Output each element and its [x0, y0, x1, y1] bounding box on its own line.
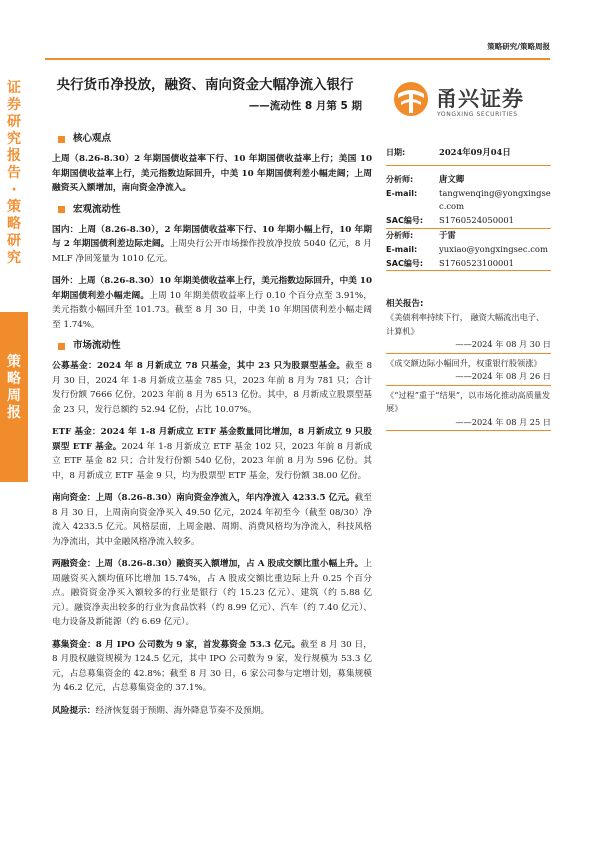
paragraph	[52, 223, 372, 267]
related-report-date: ——2024 年 08 月 25 日	[386, 416, 551, 432]
para-lead: 南向资金：上周（8.26-8.30）南向资金净流入，年内净流入 4233.5 亿元。	[52, 493, 355, 503]
section-title: 核心观点	[73, 133, 112, 144]
page-title: 央行货币净投放，融资、南向资金大幅净流入银行	[56, 77, 354, 93]
section-heading-core	[52, 132, 372, 146]
paragraph	[52, 152, 372, 196]
paragraph	[52, 557, 372, 630]
sac-code: S1760524050001	[439, 215, 515, 226]
sidebar-bottom-label: 策略周报	[7, 354, 21, 421]
analyst-name: 于雷	[439, 229, 456, 240]
paragraph	[52, 491, 372, 549]
para-lead: 国外：上周（8.26-8.30）10 年期美债收益率上行，美元指数边际回升，中美 10 年期国债利差小幅走阔。	[52, 276, 372, 301]
para-body: 2024 年 1-8 月新成立 ETF 基金 102 只，2023 年前 8 月新成立 ETF 基金 82 只；合计发行份额 540 亿份，2023 年前 8 月为 596 亿份。其中，8 月新成立 ETF 基金 9 只，均为股票型 ETF 基金，发行份额 38.00 亿份。	[52, 441, 372, 481]
para-lead: 公募基金：2024 年 8 月新成立 78 只基金，其中 23 只为股票型基金。	[52, 361, 346, 371]
date-row	[386, 146, 551, 166]
email-link[interactable]: tangwenqing@yongxingsec.com	[439, 187, 551, 212]
date-label: 日期:	[386, 148, 406, 157]
analyst-row	[386, 229, 551, 243]
sidebar-top	[0, 75, 28, 310]
related-reports	[386, 297, 551, 431]
paragraph	[52, 638, 372, 696]
analyst-label: 分析师:	[386, 174, 414, 184]
para-lead: ETF 基金：2024 年 1-8 月新成立 ETF 基金数量同比增加，8 月新成立 9 只股票型 ETF 基金。	[52, 427, 372, 452]
paragraph	[52, 425, 372, 483]
para-body: 截至 8 月 30 日，2024 年 1-8 月新成立基金 785 只，2023 年前 8 月为 781 只；合计发行份额 7666 亿份，2023 年前 8 月为 6513 亿份。其中，8 月新成立股票型基金 23 只，发行总额约 52.94 亿份，占比 10.07%。	[52, 361, 372, 415]
sidebar-top-label: 证券研究报告 · 策略研究	[7, 80, 21, 266]
email-label: E-mail:	[386, 188, 418, 198]
analyst-label: 分析师:	[386, 230, 414, 240]
para-body: 截至 8 月 30 日，8 月股权融资规模为 124.5 亿元，其中 IPO 公司数为 9 家，发行规模为 53.3 亿元，占总募集资金的 42.8%；截至 8 月 30 日，6 家公司参与定增计划，募集规模为 46.2 亿元，占总募集资金的 37.1%。	[52, 639, 372, 693]
page-subtitle: ——流动性 8 月第 5 期	[248, 100, 362, 112]
title-block	[45, 75, 365, 113]
para-lead: 募集资金：8 月 IPO 公司数为 9 家，首发募资金 53.3 亿元。	[52, 639, 301, 650]
related-report-link[interactable]: 《成交额边际小幅回升，权重银行股领涨》	[386, 357, 542, 368]
section-heading-market	[52, 339, 372, 353]
main-content	[52, 132, 372, 718]
related-report-link[interactable]: 《“过程”重于“结果”，以市场化推动高质量发展》	[386, 389, 551, 414]
sac-row	[386, 257, 551, 272]
section-heading-macro	[52, 203, 372, 217]
logo-mark-icon	[392, 80, 430, 118]
sac-label: SAC编号:	[386, 216, 424, 226]
info-panel	[386, 146, 551, 434]
email-row	[386, 243, 551, 257]
related-report-date: ——2024 年 08 月 26 日	[386, 370, 551, 386]
email-row	[386, 187, 551, 215]
para-body: 经济恢复弱于预期、海外降息节奏不及预期。	[95, 705, 270, 716]
risk-warning	[52, 704, 372, 719]
para-body: 截至 8 月 30 日，上周南向资金净买入 49.50 亿元，2024 年初至今（截至 08/30）净流入 4233.5 亿元。风格层面，上周金融、周期、消费风格均为净流入，科技风格为净流出，其中金融风格净流入较多。	[52, 493, 372, 547]
para-lead: 上周（8.26-8.30）2 年期国债收益率下行、10 年期国债收益率上行；美国 10 年期国债收益率上行，美元指数边际回升，中美 10 年期国债利差小幅走阔；上周融资买入额增加，南向资金净流入。	[52, 154, 372, 193]
para-lead: 风险提示：	[52, 705, 96, 716]
sidebar	[0, 0, 28, 841]
section-title: 市场流动性	[73, 340, 121, 351]
company-logo	[392, 80, 562, 124]
related-report-date: ——2024 年 08 月 30 日	[386, 338, 551, 354]
para-body: 上周央行公开市场操作投放净投放 5040 亿元，8 月 MLF 净回笼量为 1010 亿元。	[52, 239, 372, 264]
sac-code: S1760523100001	[439, 257, 515, 268]
logo-name-cn: 甬兴证券	[436, 87, 524, 111]
report-type: 策略研究/策略周报	[487, 42, 550, 51]
date-value: 2024年09月04日	[439, 147, 511, 157]
email-link[interactable]: yuxiao@yongxingsec.com	[439, 243, 548, 254]
sac-label: SAC编号:	[386, 258, 424, 268]
analyst-name: 唐文卿	[439, 173, 465, 184]
bullet-square-icon	[58, 343, 65, 350]
para-lead: 国内：上周（8.26-8.30），2 年期国债收益率下行、10 年期小幅上行，10 年期与 2 年期国债利差边际走阔。	[52, 224, 372, 249]
header-rule	[45, 58, 550, 60]
bullet-square-icon	[58, 206, 65, 213]
section-title: 宏观流动性	[73, 203, 121, 215]
bullet-square-icon	[58, 136, 65, 143]
analyst-row	[386, 173, 551, 187]
paragraph	[52, 274, 372, 332]
email-label: E-mail:	[386, 244, 418, 254]
paragraph	[52, 359, 372, 417]
para-lead: 两融资金：上周（8.26-8.30）融资买入额增加，占 A 股成交额比重小幅上升。	[52, 559, 364, 569]
related-heading: 相关报告:	[386, 299, 424, 310]
logo-name-en: YONGXING SECURITIES	[437, 111, 518, 118]
para-body: 上周融资买入额均值环比增加 15.74%，占 A 股成交额比重边际上升 0.25 个百分点。融资资金净买入额较多的行业是银行（约 15.23 亿元）、建筑（约 5.88 亿元）。融资净卖出较多的行业为食品饮料（约 8.99 亿元）、汽车（约 7.40 亿元）、电力设备及新能源（约 6.69 亿元）。	[52, 559, 372, 627]
para-body: 上周 10 年期美债收益率上行 0.10 个百分点至 3.91%，美元指数小幅回升至 101.73。截至 8 月 30 日，中美 10 年期国债利差小幅走阔至 1.74%。	[52, 290, 373, 330]
sac-row	[386, 214, 551, 229]
sidebar-bottom	[0, 312, 28, 482]
related-report-link[interactable]: 《美债利率持续下行， 融资大幅流出电子、计算机》	[386, 312, 545, 336]
